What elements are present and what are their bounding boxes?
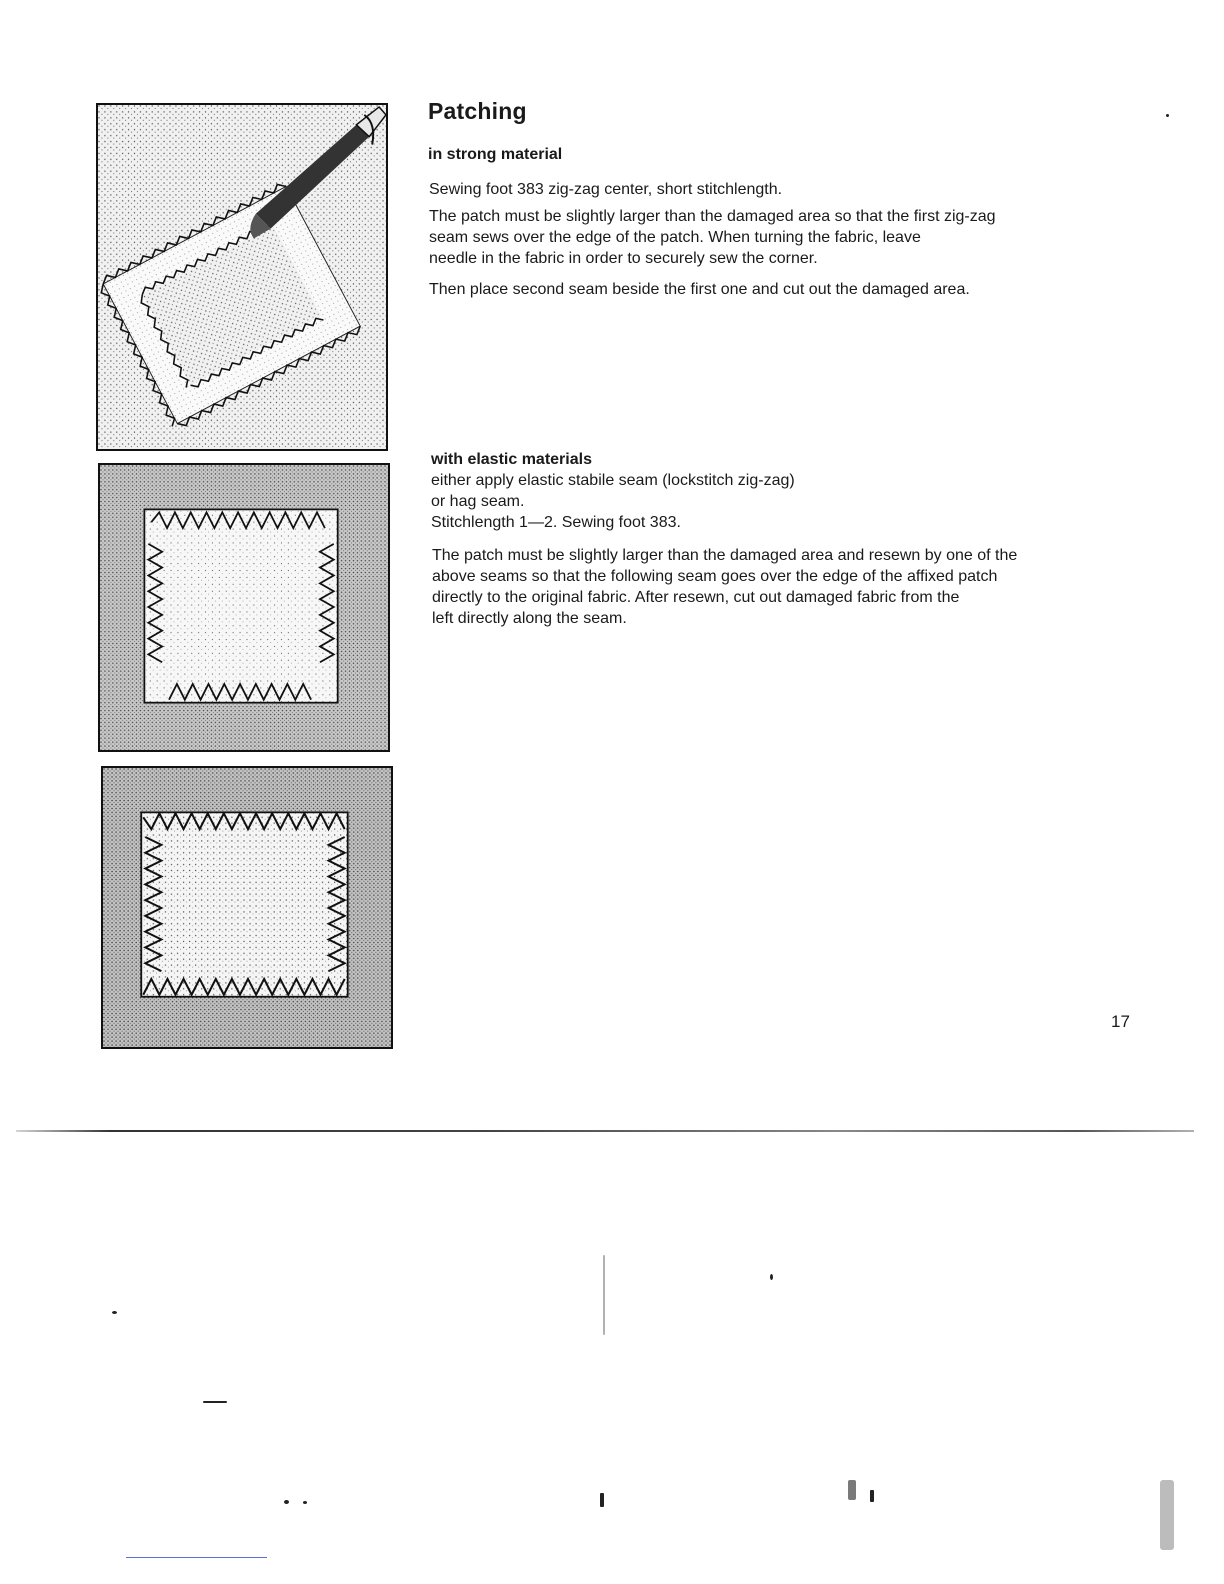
paragraph-second-seam: Then place second seam beside the first one and cut out the damaged area.	[429, 281, 970, 298]
scan-speck	[848, 1480, 856, 1500]
scan-speck	[303, 1501, 307, 1504]
scan-speck	[1160, 1480, 1174, 1550]
page-title: Patching	[428, 98, 527, 124]
scan-speck	[1166, 114, 1169, 117]
scan-speck	[112, 1311, 117, 1314]
scan-speck	[284, 1500, 289, 1504]
scan-speck	[203, 1401, 227, 1403]
figure-patch-elastic-2	[101, 766, 393, 1049]
scan-artifact-line	[126, 1557, 267, 1558]
section-heading-strong-material: in strong material	[428, 146, 563, 163]
page-number: 17	[1111, 1012, 1130, 1031]
scan-speck	[770, 1274, 773, 1280]
paragraph-elastic-seam: either apply elastic stabile seam (lockstitch zig-zag) or hag seam. Stitchlength 1—2. Sewing foot 383.	[431, 472, 795, 531]
figure-patch-strong-material	[96, 103, 388, 451]
scan-speck	[600, 1493, 604, 1507]
paragraph-patch-size: The patch must be slightly larger than the damaged area so that the first zig-zag seam sews over the edge of the patch. When turning the fabric, leave needle in the fabric in order to securely sew the corner.	[429, 208, 996, 267]
scan-speck	[870, 1490, 874, 1502]
scan-speck	[603, 1255, 605, 1335]
paragraph-elastic-patch: The patch must be slightly larger than the damaged area and resewn by one of the above seams so that the following seam goes over the edge of the affixed patch directly to the original fabric. After resewn, cut out damaged fabric from the left directly along the seam.	[432, 547, 1018, 627]
page-divider	[16, 1130, 1194, 1132]
section-heading-elastic-materials: with elastic materials	[431, 451, 592, 468]
figure-patch-elastic-1	[98, 463, 390, 752]
paragraph-sewing-foot: Sewing foot 383 zig-zag center, short stitchlength.	[429, 181, 783, 198]
